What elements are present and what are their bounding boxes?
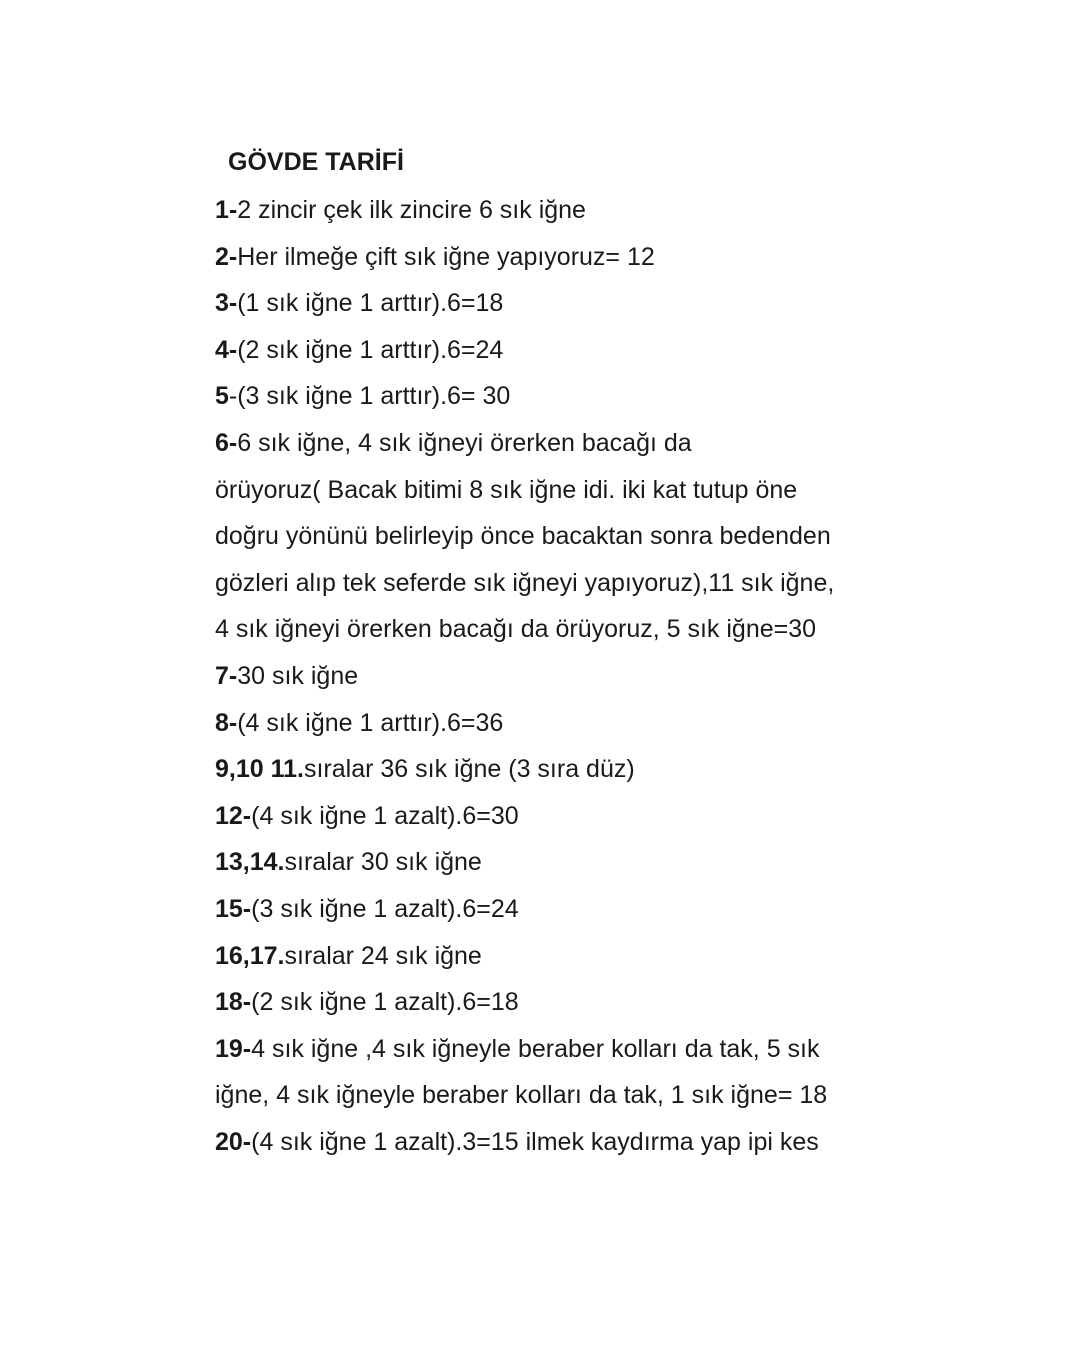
step-text: 30 sık iğne [237,661,359,690]
step-text: 2 zincir çek ilk zincire 6 sık iğne [237,196,586,224]
step-number: 7- [215,661,238,690]
step-text: (4 sık iğne 1 arttır).6=36 [237,708,504,737]
step-text: 4 sık iğneyi örerken bacağı da örüyoruz, 5 sık iğne=30 [215,615,817,644]
step-number: 18- [215,988,252,1017]
step-text: (4 sık iğne 1 azalt).6=30 [251,801,519,830]
step-text: iğne, 4 sık iğneyle beraber kolları da tak, 1 sık iğne= 18 [215,1081,828,1110]
step-line [215,467,1075,514]
step-text: (4 sık iğne 1 azalt).3=15 ilmek kaydırma yap ipi kes [251,1127,819,1156]
step-text: örüyoruz( Bacak bitimi 8 sık iğne idi. iki kat tutup öne [215,475,798,504]
step-number: 9,10 11. [215,755,304,784]
step-line [215,280,1075,327]
step-number: 2- [215,242,238,271]
step-number: 4- [215,335,238,364]
step-line [215,653,1075,700]
step-line [215,1026,1075,1073]
step-number: 15- [215,894,252,923]
step-line [215,560,1075,607]
step-number: 8- [215,708,238,737]
step-number: 13,14. [215,848,285,877]
step-line [215,700,1075,747]
step-line [215,1119,1075,1166]
step-text: sıralar 36 sık iğne (3 sıra düz) [303,755,635,784]
step-number: 20- [215,1127,252,1156]
step-line [215,187,1075,234]
step-line [215,606,1075,653]
step-text: Her ilmeğe çift sık iğne yapıyoruz= 12 [237,242,655,271]
step-number: 3- [215,289,238,318]
step-number: 12- [215,801,252,830]
step-text: (2 sık iğne 1 azalt).6=18 [251,988,519,1017]
step-line [215,793,1075,840]
step-text: (3 sık iğne 1 azalt).6=24 [251,894,519,923]
step-line [215,1072,1075,1119]
step-line [215,373,1075,420]
step-number: 19- [215,1034,252,1063]
step-line [215,839,1075,886]
step-text: gözleri alıp tek seferde sık iğneyi yapıyoruz),11 sık iğne, [215,568,835,597]
step-line [215,933,1075,980]
step-line [215,746,1075,793]
step-text: sıralar 30 sık iğne [284,848,482,877]
step-number: 6- [215,428,238,457]
step-text: -(3 sık iğne 1 arttır).6= 30 [228,382,511,411]
step-line [215,234,1075,281]
step-text: (1 sık iğne 1 arttır).6=18 [237,289,504,318]
recipe-steps [215,187,1075,1165]
step-line [215,420,1075,467]
step-line [215,513,1075,560]
step-text: 4 sık iğne ,4 sık iğneyle beraber kolları da tak, 5 sık [251,1034,820,1063]
step-line [215,886,1075,933]
recipe-title: GÖVDE TARİFİ [228,148,404,176]
step-text: doğru yönünü belirleyip önce bacaktan sonra bedenden [215,522,831,551]
step-number: 1- [215,196,238,224]
step-text: 6 sık iğne, 4 sık iğneyi örerken bacağı da [237,428,692,457]
step-number: 16,17. [215,941,285,970]
step-line [215,979,1075,1026]
step-number: 5 [215,382,229,411]
step-text: sıralar 24 sık iğne [284,941,482,970]
step-line [215,327,1075,374]
step-text: (2 sık iğne 1 arttır).6=24 [237,335,504,364]
